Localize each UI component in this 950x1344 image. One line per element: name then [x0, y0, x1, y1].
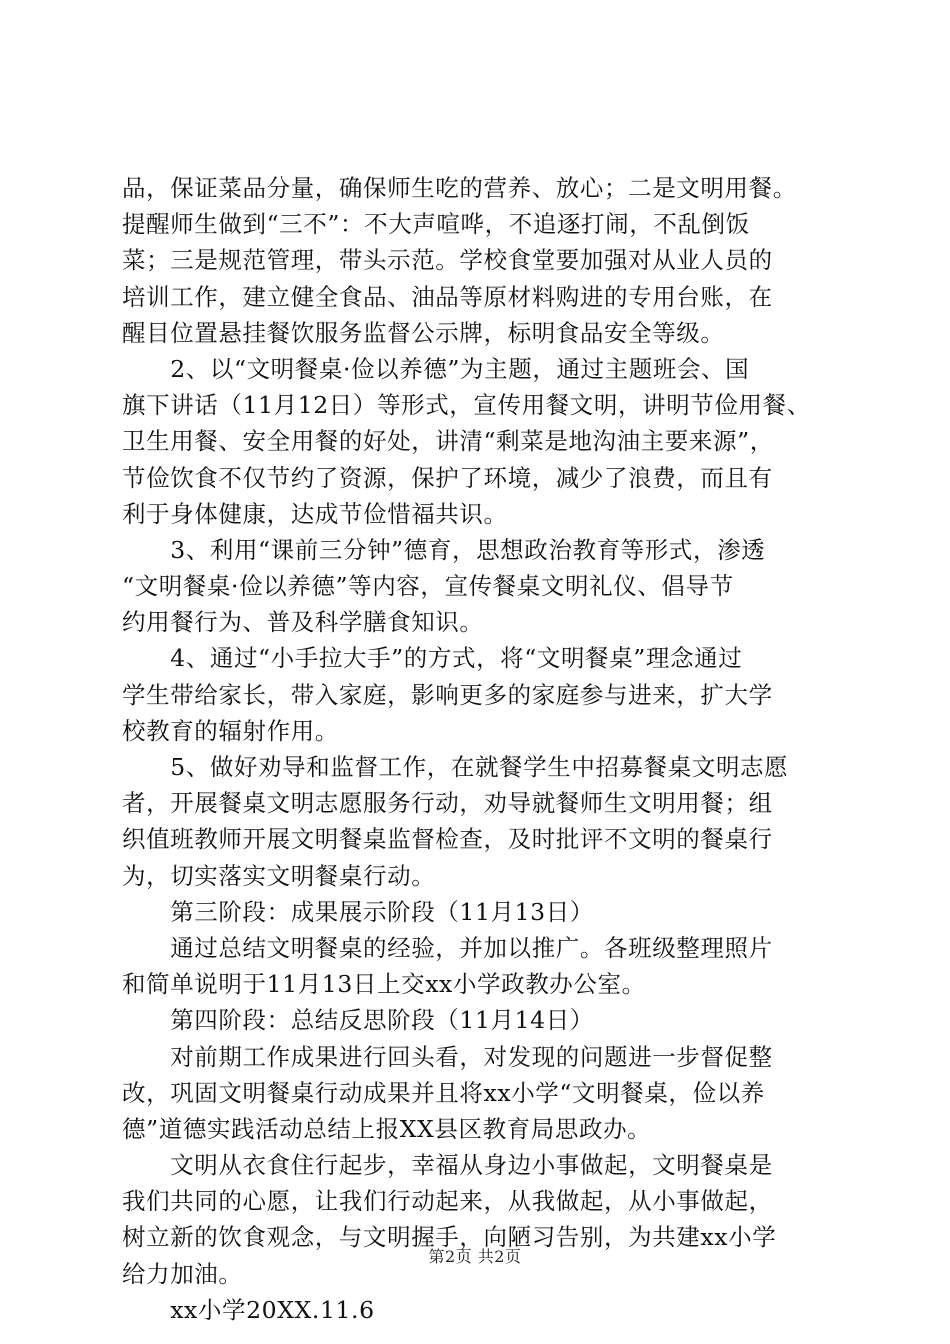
- text-line: 改，巩固文明餐桌行动成果并且将xx小学“文明餐桌，俭以养: [122, 1078, 765, 1107]
- document-body: [122, 170, 832, 1328]
- text-line: 文明从衣食住行起步，幸福从身边小事做起，文明餐桌是: [122, 1151, 773, 1180]
- text-line: 第三阶段：成果展示阶段（11月13日）: [122, 897, 594, 926]
- text-line: 提醒师生做到“三不”：不大声喧哗，不追逐打闹，不乱倒饭: [122, 210, 750, 239]
- text-line: 者，开展餐桌文明志愿服务行动，劝导就餐师生文明用餐；组: [122, 789, 773, 818]
- text-line: 我们共同的心愿，让我们行动起来，从我做起，从小事做起，: [122, 1187, 773, 1216]
- page-footer: 第2页 共2页: [428, 1247, 522, 1266]
- text-line: 第四阶段：总结反思阶段（11月14日）: [122, 1006, 594, 1035]
- text-line: 3、利用“课前三分钟”德育，思想政治教育等形式，渗透: [122, 535, 766, 564]
- text-line: 卫生用餐、安全用餐的好处，讲清“剩菜是地沟油主要来源”，: [122, 427, 774, 456]
- text-line: 菜；三是规范管理，带头示范。学校食堂要加强对从业人员的: [122, 246, 773, 275]
- text-line: 为，切实落实文明餐桌行动。: [122, 861, 436, 890]
- text-line: 和简单说明于11月13日上交xx小学政教办公室。: [122, 970, 646, 999]
- text-line: “文明餐桌·俭以养德”等内容，宣传餐桌文明礼仪、倡导节: [122, 572, 734, 601]
- text-line: 4、通过“小手拉大手”的方式，将“文明餐桌”理念通过: [122, 644, 743, 673]
- text-line: 节俭饮食不仅节约了资源，保护了环境，减少了浪费，而且有: [122, 463, 773, 492]
- text-line: xx小学20XX.11.6: [122, 1295, 375, 1324]
- text-line: 旗下讲话（11月12日）等形式，宣传用餐文明，讲明节俭用餐、: [122, 391, 811, 420]
- text-line: 约用餐行为、普及科学膳食知识。: [122, 608, 484, 637]
- text-line: 通过总结文明餐桌的经验，并加以推广。各班级整理照片: [122, 933, 773, 962]
- text-line: 树立新的饮食观念，与文明握手，向陋习告别，为共建xx小学: [122, 1223, 777, 1252]
- text-line: 对前期工作成果进行回头看，对发现的问题进一步督促整: [122, 1042, 773, 1071]
- text-line: 2、以“文明餐桌·俭以养德”为主题，通过主题班会、国: [122, 354, 750, 383]
- text-line: 利于身体健康，达成节俭惜福共识。: [122, 499, 508, 528]
- text-line: 校教育的辐射作用。: [122, 716, 339, 745]
- text-line: 学生带给家长，带入家庭，影响更多的家庭参与进来，扩大学: [122, 680, 773, 709]
- text-line: 织值班教师开展文明餐桌监督检查，及时批评不文明的餐桌行: [122, 825, 773, 854]
- text-line: 5、做好劝导和监督工作，在就餐学生中招募餐桌文明志愿: [122, 753, 789, 781]
- text-line: 品，保证菜品分量，确保师生吃的营养、放心；二是文明用餐。: [122, 174, 797, 202]
- text-line: 给力加油。: [122, 1259, 243, 1288]
- text-line: 培训工作，建立健全食品、油品等原材料购进的专用台账，在: [122, 282, 773, 311]
- text-line: 醒目位置悬挂餐饮服务监督公示牌，标明食品安全等级。: [122, 318, 725, 347]
- text-line: 德”道德实践活动总结上报XX县区教育局思政办。: [122, 1114, 652, 1143]
